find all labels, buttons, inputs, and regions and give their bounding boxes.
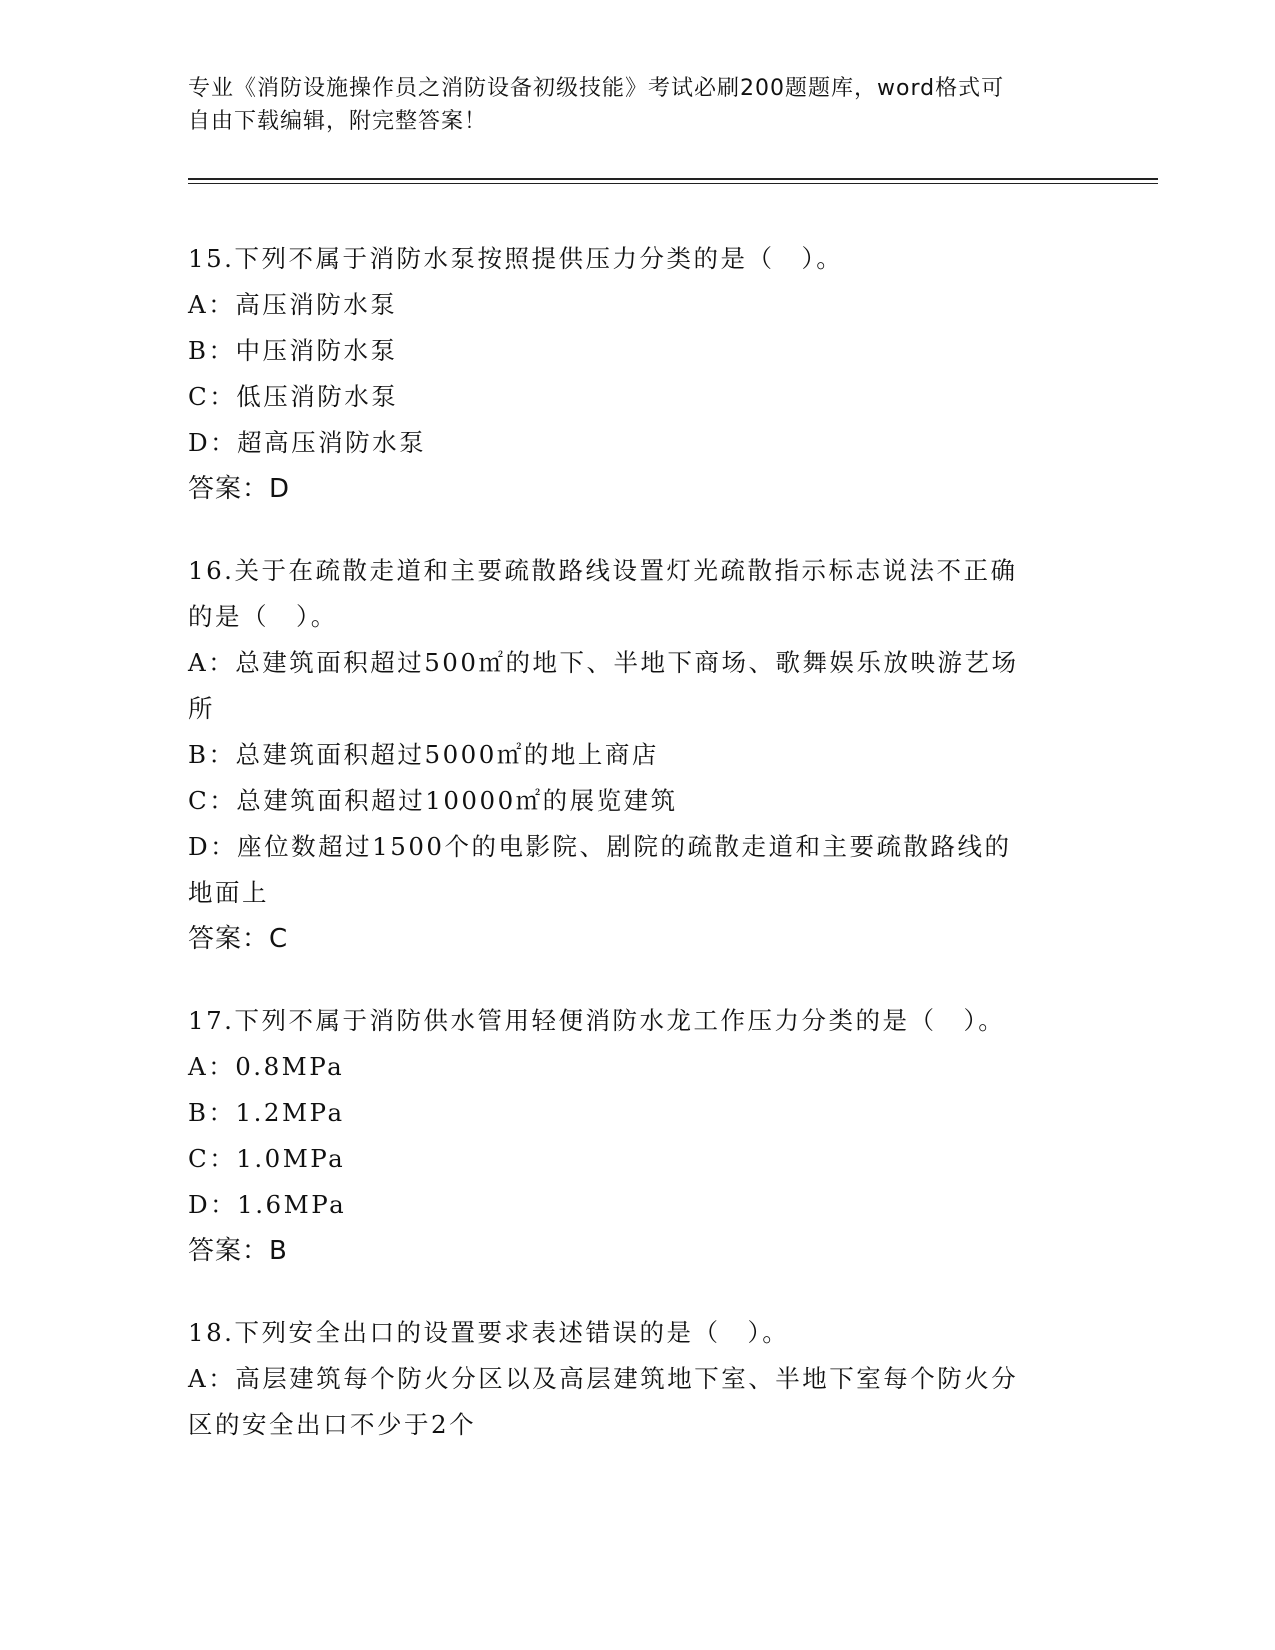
option-c: C：低压消防水泵 bbox=[188, 382, 399, 411]
question-stem: 18.下列安全出口的设置要求表述错误的是（ ）。 bbox=[188, 1318, 790, 1347]
option-d: D：1.6MPa bbox=[188, 1190, 347, 1219]
question-17 bbox=[188, 998, 1088, 1274]
option-b: B：总建筑面积超过5000㎡的地上商店 bbox=[188, 740, 659, 769]
header-line-2: 自由下载编辑，附完整答案！ bbox=[188, 109, 488, 134]
answer: 答案：D bbox=[188, 474, 291, 504]
option-c: C：总建筑面积超过10000㎡的展览建筑 bbox=[188, 786, 678, 815]
option-a: A：高压消防水泵 bbox=[188, 290, 398, 319]
document-header bbox=[188, 72, 1088, 138]
header-line-1: 专业《消防设施操作员之消防设备初级技能》考试必刷200题题库，word格式可 bbox=[188, 76, 1005, 101]
answer: 答案：C bbox=[188, 924, 289, 954]
option-d: D：座位数超过1500个的电影院、剧院的疏散走道和主要疏散路线的 bbox=[188, 832, 1012, 861]
answer: 答案：B bbox=[188, 1236, 288, 1266]
question-18 bbox=[188, 1310, 1088, 1448]
question-stem: 16.关于在疏散走道和主要疏散路线设置灯光疏散指示标志说法不正确 bbox=[188, 556, 1018, 585]
question-15 bbox=[188, 236, 1088, 512]
question-stem: 15.下列不属于消防水泵按照提供压力分类的是（ ）。 bbox=[188, 244, 844, 273]
option-a-continued: 所 bbox=[188, 694, 215, 723]
question-16 bbox=[188, 548, 1088, 962]
option-b: B：1.2MPa bbox=[188, 1098, 345, 1127]
option-a: A：总建筑面积超过500㎡的地下、半地下商场、歌舞娱乐放映游艺场 bbox=[188, 648, 1019, 677]
question-stem: 17.下列不属于消防供水管用轻便消防水龙工作压力分类的是（ ）。 bbox=[188, 1006, 1006, 1035]
option-b: B：中压消防水泵 bbox=[188, 336, 398, 365]
header-divider-thick bbox=[188, 178, 1158, 180]
question-list bbox=[188, 236, 1088, 1484]
option-c: C：1.0MPa bbox=[188, 1144, 346, 1173]
question-stem-continued: 的是（ ）。 bbox=[188, 602, 338, 631]
header-divider-thin bbox=[188, 183, 1158, 184]
option-a: A：高层建筑每个防火分区以及高层建筑地下室、半地下室每个防火分 bbox=[188, 1364, 1019, 1393]
option-a: A：0.8MPa bbox=[188, 1052, 345, 1081]
option-a-continued: 区的安全出口不少于2个 bbox=[188, 1410, 477, 1439]
option-d: D：超高压消防水泵 bbox=[188, 428, 427, 457]
option-d-continued: 地面上 bbox=[188, 878, 269, 907]
